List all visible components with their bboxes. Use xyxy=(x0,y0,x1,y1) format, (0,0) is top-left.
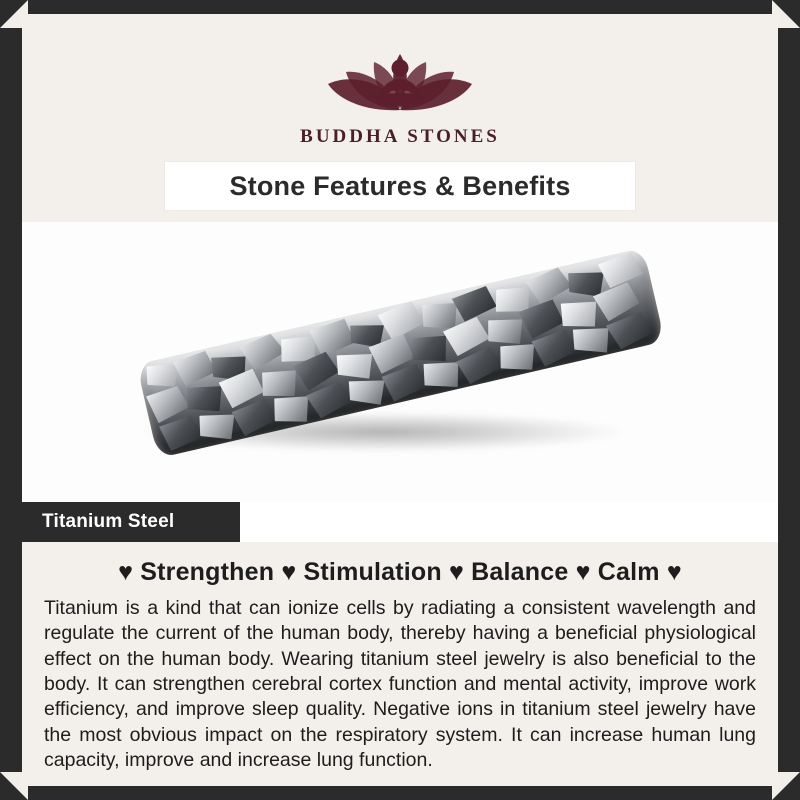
hero-image xyxy=(22,222,778,502)
poster-content xyxy=(22,14,778,786)
description-paragraph: Titanium is a kind that can ionize cells by radiating a consistent wavelength and regulate the current of the human body, thereby having a beneficial physiological effect on the human body. Wearing titanium steel jewelry is also beneficial to the body. It can strengthen cerebral cortex function and mental activity, improve work efficiency, and improve sleep quality. Negative ions in titanium steel jewelry have the most obvious impact on the respiratory system. It can increase human lung capacity, improve and increase lung function. xyxy=(44,597,756,772)
frame-edge-bottom xyxy=(28,786,772,800)
page-title: Stone Features & Benefits xyxy=(229,170,571,201)
caption-strip-filler xyxy=(240,502,778,542)
title-banner xyxy=(165,162,635,210)
frame-edge-top xyxy=(28,0,772,14)
body-section xyxy=(22,542,778,773)
stone-name-badge xyxy=(22,502,240,542)
brand-name: BUDDHA STONES xyxy=(300,126,500,147)
brand-header xyxy=(22,14,778,148)
benefit-keywords: ♥ Strengthen ♥ Stimulation ♥ Balance ♥ Calm ♥ xyxy=(118,558,682,586)
frame-edge-left xyxy=(0,28,22,772)
caption-strip xyxy=(22,502,778,542)
lotus-meditation-icon xyxy=(310,32,490,124)
frame-edge-right xyxy=(778,28,800,772)
stone-name-label: Titanium Steel xyxy=(42,511,175,532)
